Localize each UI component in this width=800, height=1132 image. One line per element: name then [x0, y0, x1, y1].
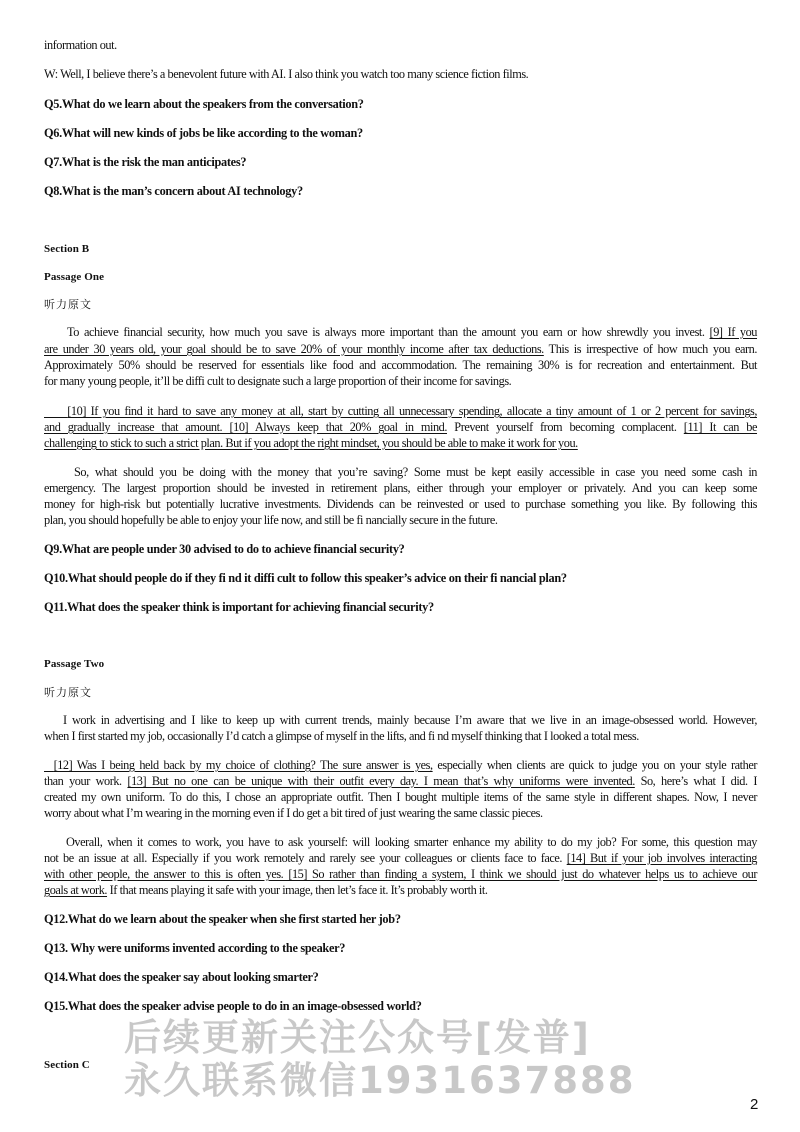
paragraph-line: emergency. The largest proportion should be invested in retirement plans, either through your employer or privately. And you can keep some — [44, 481, 757, 495]
paragraph-line: To achieve financial security, how much you save is always more important than the amount you earn or how shrewdly you invest. [9] If you — [67, 325, 758, 339]
paragraph-line: goals at work. If that means playing it safe with your image, then let’s face it. It’s probably worth it. — [44, 883, 488, 897]
paragraph-line: and gradually increase that amount. [10] Always keep that 20% goal in mind. Prevent yourself from becoming complacent. [11] It can be — [44, 420, 758, 434]
section-heading: Section C — [44, 1059, 90, 1071]
paragraph-line: when I first started my job, occasionally I’d catch a glimpse of myself in the lifts, and fi nd myself thinking that I looked a total mess. — [44, 729, 639, 743]
paragraph-line: [10] If you find it hard to save any money at all, start by cutting all unnecessary spending, allocate a tiny amount of 1 or 2 percent for savings, — [67, 404, 757, 418]
watermark-line: 永久联系微信1931637888 — [124, 1059, 636, 1102]
question: Q14.What does the speaker say about looking smarter? — [44, 970, 319, 984]
section-heading: Section B — [44, 243, 90, 255]
paragraph-line: I work in advertising and I like to keep up with current trends, mainly because I’m aware that we live in an image-obsessed world. However, — [63, 713, 757, 727]
question: Q11.What does the speaker think is important for achieving financial security? — [44, 600, 434, 614]
paragraph-line: are under 30 years old, your goal should be to save 20% of your monthly income after tax deductions. This is irrespective of how much you earn. — [44, 342, 758, 356]
paragraph-line: So, what should you be doing with the money that you’re saving? Some must be kept easily accessible in case you need some cash in — [74, 465, 757, 479]
question: Q5.What do we learn about the speakers from the conversation? — [44, 97, 364, 111]
question: Q12.What do we learn about the speaker when she first started her job? — [44, 912, 401, 926]
paragraph-line: for many young people, it’ll be diffi cult to designate such a large proportion of their income for savings. — [44, 374, 512, 388]
paragraph-line: challenging to stick to such a strict plan. But if you adopt the right mindset, you should be able to make it work for you. — [44, 436, 578, 450]
transcript-label: 听力原文 — [44, 686, 92, 699]
question: Q15.What does the speaker advise people to do in an image-obsessed world? — [44, 999, 422, 1013]
paragraph-line: with other people, the answer to this is often yes. [15] So rather than finding a system, I think we should just do whatever helps us to achieve our — [44, 867, 757, 881]
question: Q9.What are people under 30 advised to do to achieve financial security? — [44, 542, 405, 556]
watermark-line: 后续更新关注公众号[发普] — [124, 1016, 591, 1059]
question: Q6.What will new kinds of jobs be like according to the woman? — [44, 126, 363, 140]
conversation-text: W: Well, I believe there’s a benevolent future with AI. I also think you watch too many science fiction films. — [44, 67, 529, 81]
page-number: 2 — [750, 1096, 759, 1113]
paragraph-line: than your work. [13] But no one can be unique with their outfit every day. I mean that’s why uniforms were invented. So, here’s what I did. I — [44, 774, 757, 788]
transcript-label: 听力原文 — [44, 298, 92, 311]
paragraph-line: not be an issue at all. Especially if you work remotely and rarely see your colleagues or clients face to face. [14] But if your job involves interacting — [44, 851, 757, 865]
question: Q10.What should people do if they fi nd it diffi cult to follow this speaker’s advice on their fi nancial plan? — [44, 571, 567, 585]
paragraph-line: plan, you should hopefully be able to enjoy your life now, and still be fi nancially secure in the future. — [44, 513, 498, 527]
passage-heading: Passage One — [44, 271, 105, 283]
paragraph-line: created my own uniform. To do this, I chose an appropriate outfit. Then I bought multiple items of the same style in different shapes. Now, I never — [44, 790, 757, 804]
paragraph-line: Approximately 50% should be reserved for essentials like food and accommodation. The remaining 30% is for recreation and entertainment. But — [44, 358, 757, 372]
question: Q7.What is the risk the man anticipates? — [44, 155, 247, 169]
paragraph-line: [12] Was I being held back by my choice of clothing? The sure answer is yes, especially when clients are quick to judge you on your style rather — [53, 758, 757, 772]
paragraph-line: money for high-risk but potentially lucrative investments. Dividends can be reinvested or used to purchase something you like. By following this — [44, 497, 757, 511]
passage-heading: Passage Two — [44, 658, 105, 670]
question: Q8.What is the man’s concern about AI technology? — [44, 184, 303, 198]
question: Q13. Why were uniforms invented according to the speaker? — [44, 941, 346, 955]
conversation-text: information out. — [44, 38, 117, 52]
paragraph-line: Overall, when it comes to work, you have to ask yourself: will looking smarter enhance my ability to do my job? For some, this question may — [66, 835, 757, 849]
paragraph-line: worry about what I’m wearing in the morning even if I do get a bit tired of just wearing the same classic pieces. — [44, 806, 543, 820]
